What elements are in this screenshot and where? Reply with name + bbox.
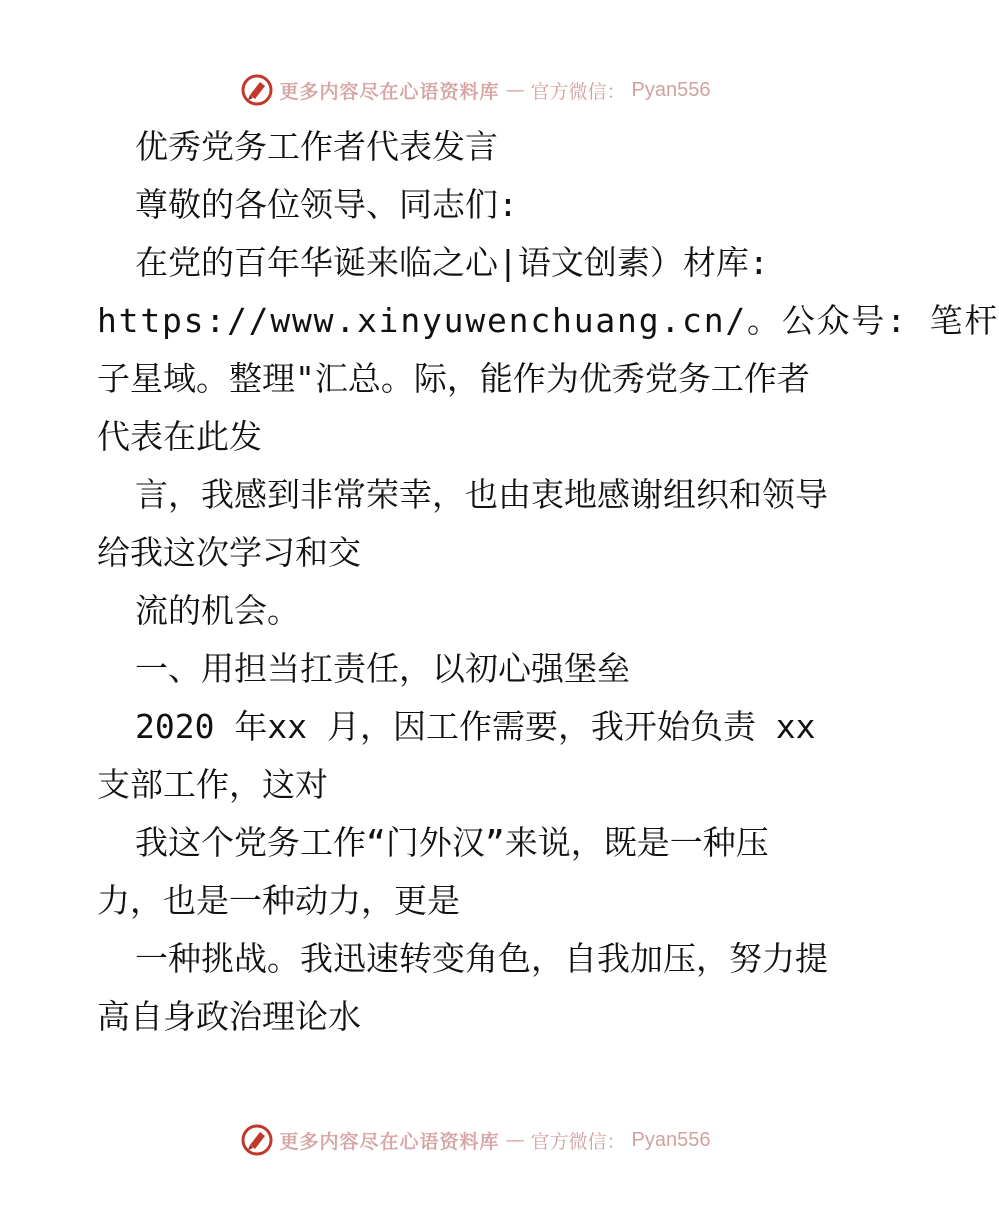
- paragraph-line: 言，我感到非常荣幸，也由衷地感谢组织和领导: [135, 475, 828, 514]
- paragraph-line: 在党的百年华诞来临之心|语文创素）材库:: [135, 243, 769, 282]
- paragraph-line: 代表在此发: [97, 417, 262, 456]
- salutation: 尊敬的各位领导、同志们:: [135, 185, 518, 224]
- section-heading: 一、用担当扛责任，以初心强堡垒: [135, 649, 630, 688]
- watermark-contact-label: 官方微信：: [530, 1130, 626, 1153]
- paragraph-line: https://www.xinyuwenchuang.cn/。公众号: 笔杆: [97, 301, 999, 340]
- paragraph-line: 一种挑战。我迅速转变角色，自我加压，努力提: [135, 939, 828, 978]
- logo-icon: [240, 73, 274, 107]
- paragraph-line: 我这个党务工作“门外汉”来说，既是一种压: [135, 823, 769, 862]
- paragraph-line: 高自身政治理论水: [97, 997, 361, 1036]
- paragraph-line: 支部工作，这对: [97, 765, 328, 804]
- watermark-text: 更多内容尽在心语资料库: [279, 1130, 500, 1153]
- watermark-contact-id: Pyan556: [631, 78, 711, 101]
- footer-watermark: [0, 1120, 950, 1160]
- watermark-contact-id: Pyan556: [631, 1128, 711, 1151]
- logo-icon: [240, 1123, 274, 1157]
- paragraph-line: 力，也是一种动力，更是: [97, 881, 460, 920]
- header-watermark: [0, 70, 950, 110]
- paragraph-line: 子星域。整理"汇总。际，能作为优秀党务工作者: [97, 359, 810, 398]
- watermark-contact-label: 官方微信：: [530, 80, 626, 103]
- watermark-text: 更多内容尽在心语资料库: [279, 80, 500, 103]
- document-body: [97, 118, 999, 1046]
- paragraph-line: 2020 年xx 月，因工作需要，我开始负责 xx: [135, 707, 816, 746]
- paragraph-line: 给我这次学习和交: [97, 533, 361, 572]
- watermark-dash: —: [505, 79, 525, 101]
- paragraph-line: 流的机会。: [135, 591, 300, 630]
- document-title: 优秀党务工作者代表发言: [135, 127, 498, 166]
- watermark-dash: —: [505, 1129, 525, 1151]
